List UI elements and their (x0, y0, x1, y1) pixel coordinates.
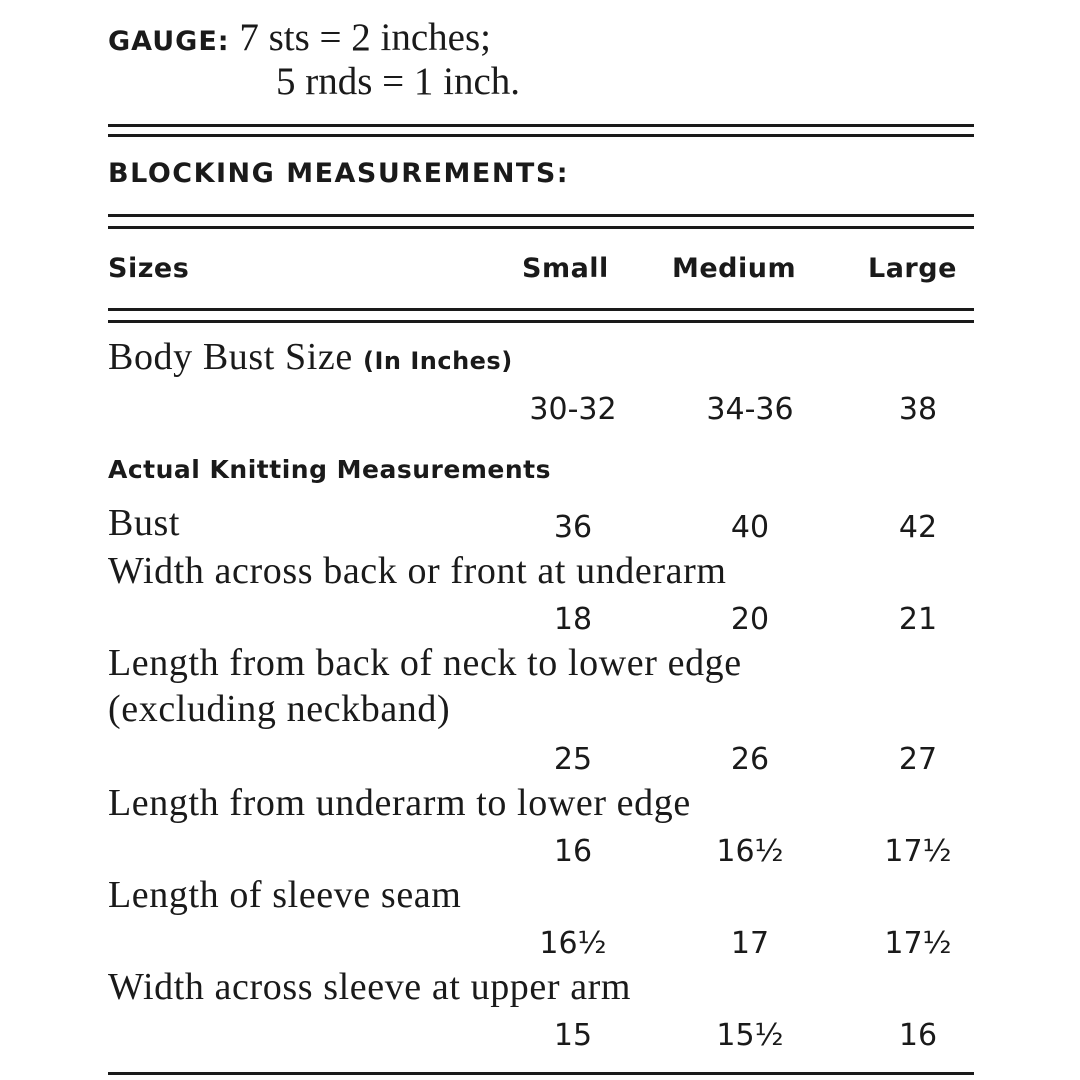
header-medium: Medium (672, 253, 797, 284)
table-cell: 40 (730, 510, 770, 545)
divider (108, 320, 974, 323)
row-label: Length of sleeve seam (108, 874, 462, 916)
divider (108, 214, 974, 217)
table-cell: 17½ (884, 926, 952, 961)
divider (108, 1072, 974, 1075)
table-cell: 16 (553, 834, 593, 869)
body-bust-label (108, 334, 513, 384)
table-cell: 16½ (539, 926, 607, 961)
blocking-heading: BLOCKING MEASUREMENTS: (108, 158, 570, 189)
table-cell: 17½ (884, 834, 952, 869)
table-cell: 20 (730, 602, 770, 637)
divider (108, 124, 974, 127)
row-label: Length from back of neck to lower edge (108, 642, 742, 684)
table-cell: 34-36 (706, 392, 794, 427)
table-cell: 25 (553, 742, 593, 777)
header-sizes: Sizes (108, 253, 190, 284)
row-label-note: (excluding neckband) (108, 688, 451, 730)
table-cell: 16½ (716, 834, 784, 869)
divider (108, 308, 974, 311)
table-cell: 30-32 (529, 392, 617, 427)
table-cell: 15 (553, 1018, 593, 1053)
table-cell: 36 (553, 510, 593, 545)
section-title: Actual Knitting Measurements (108, 455, 551, 484)
table-cell: 27 (898, 742, 938, 777)
gauge-label: GAUGE: (108, 26, 230, 57)
header-large: Large (868, 253, 957, 284)
table-cell: 38 (898, 392, 938, 427)
row-label: Bust (108, 502, 181, 544)
body-bust-unit: (In Inches) (362, 347, 513, 375)
table-cell: 18 (553, 602, 593, 637)
header-small: Small (522, 253, 609, 284)
table-cell: 15½ (716, 1018, 784, 1053)
table-cell: 26 (730, 742, 770, 777)
divider (108, 226, 974, 229)
gauge-rounds: 5 rnds = 1 inch. (276, 60, 521, 103)
table-cell: 17 (730, 926, 770, 961)
row-label: Length from underarm to lower edge (108, 782, 691, 824)
row-label: Width across sleeve at upper arm (108, 966, 632, 1008)
divider (108, 134, 974, 137)
table-cell: 21 (898, 602, 938, 637)
table-cell: 42 (898, 510, 938, 545)
table-cell: 16 (898, 1018, 938, 1053)
gauge-stitches: 7 sts = 2 inches; (239, 16, 491, 59)
body-bust-text: Body Bust Size (108, 336, 353, 378)
row-label: Width across back or front at underarm (108, 550, 727, 592)
